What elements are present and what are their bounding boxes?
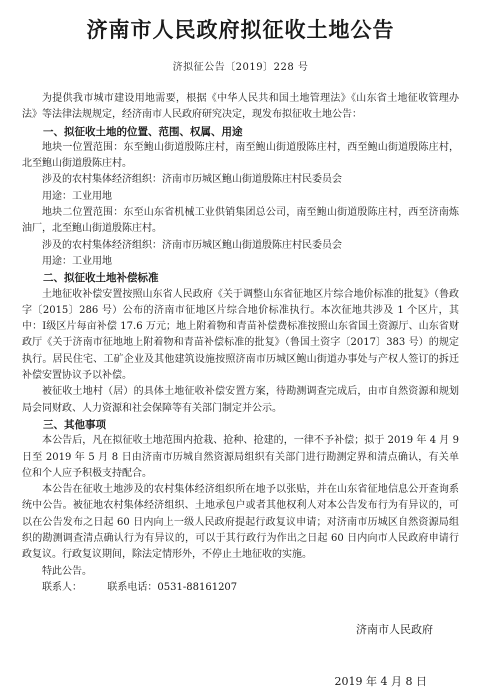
parcel-one-collective: 涉及的农村集体经济组织：济南市历城区鲍山街道殷陈庄村民委员会 (42, 174, 342, 186)
closing-line: 特此公告。 (42, 565, 92, 577)
parcel-one-use: 用途：工业用地 (42, 190, 112, 202)
issuing-authority: 济南市人民政府 (356, 623, 433, 636)
intro-paragraph: 为提供我市城市建设用地需要，根据《中华人民共和国土地管理法》《山东省土地征收管理办法》等法律法规规定，经济南市人民政府研究决定，现发布拟征收土地公告： (22, 93, 459, 121)
parcel-two-range: 地块二位置范围：东至山东省机械工业供销集团总公司，南至鲍山街道殷陈庄村，西至济南炼油厂，北至鲍山街道殷陈庄村。 (22, 207, 459, 235)
parcel-two-collective: 涉及的农村集体经济组织：济南市历城区鲍山街道殷陈庄村民委员会 (42, 239, 342, 251)
section-heading-compensation: 二、拟征收土地补偿标准 (43, 272, 159, 285)
notice-title: 济南市人民政府拟征收土地公告 (86, 18, 395, 42)
issue-date: 2019 年 4 月 8 日 (334, 675, 427, 688)
survey-schedule: 本公告后，凡在拟征收土地范围内抢栽、抢种、抢建的，一律不予补偿；拟于 2019 年 4 月 9 日至 2019 年 5 月 8 日由济南市历城自然资源局组织有关部门进行勘测定界和清点确认，有关单位和个人应予积极支持配合。 (22, 435, 459, 479)
publication-and-appeal: 本公告在征收土地涉及的农村集体经济组织所在地予以张贴，并在山东省征地信息公开查询系统中公告。被征地农村集体经济组织、土地承包户或者其他权利人对本公告发布行为有异议的，可以在公告发布之日起 60 日内向上一级人民政府提起行政复议申请；对济南市历城区自然资源局组织的勘测调查清点确认行为有异议的，可以于其行政行为作出之日起 60 日内向市人民政府申请行政复议。行政复议期间，除法定情形外，不停止土地征收的实施。 (22, 484, 459, 561)
compensation-plan: 被征收土地村（居）的具体土地征收补偿安置方案，待勘测调查完成后，由市自然资源和规划局会同财政、人力资源和社会保障等有关部门制定并公示。 (22, 386, 459, 414)
parcel-one-range: 地块一位置范围：东至鲍山街道殷陈庄村，南至鲍山街道殷陈庄村，西至鲍山街道殷陈庄村，北至鲍山街道殷陈庄村。 (22, 141, 459, 170)
notice-body (22, 91, 459, 596)
contact-line: 联系人： 联系电话：0531-88161207 (42, 581, 238, 593)
parcel-two-use: 用途：工业用地 (42, 255, 112, 267)
compensation-standard: 土地征收补偿安置按照山东省人民政府《关于调整山东省征地区片综合地价标准的批复》（鲁政字〔2015〕286 号）公布的济南市征地区片综合地价标准执行。本次征地共涉及 1 个区片，其中：Ⅰ级区片每亩补偿 17.6 万元；地上附着物和青苗补偿费标准按照山东省国土资源厅、山东省财政厅《关于济南市征地地上附着物和青苗补偿标准的批复》（鲁国土资字〔2017〕383 号）的规定执行。居民住宅、工矿企业及其他建筑设施按照济南市历城区鲍山街道办事处与产权人签订的拆迁补偿安置协议予以补偿。 (22, 288, 459, 382)
section-heading-location: 一、拟征收土地的位置、范围、权属、用途 (43, 125, 243, 138)
section-heading-other: 三、其他事项 (43, 418, 106, 431)
document-number: 济拟征公告〔2019〕228 号 (172, 62, 309, 73)
